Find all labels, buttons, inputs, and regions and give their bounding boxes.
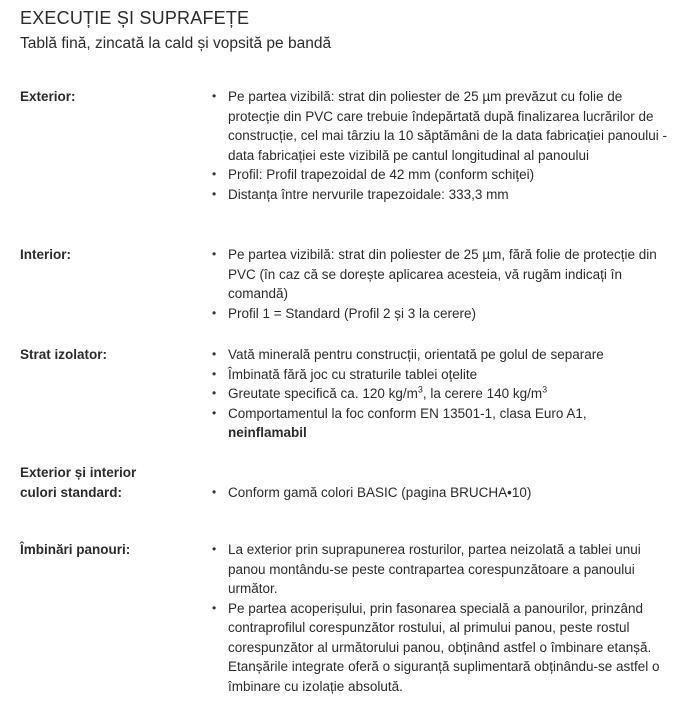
list-item: • Pe partea acoperișului, prin fasonarea specială a panourilor, prinzând contraprofilul corespunzător rostului, al primului panou, peste rostul corespunzător al următorului panou, obținând astfel o îmbinare etanșă. Etanșările integrate oferă o siguranță suplimentară obținându-se astfel o îmbinare cu izolație absolută.: [212, 599, 672, 697]
density-text-alt: , la cerere 140 kg/m: [422, 386, 543, 401]
list-item: • Profil 1 = Standard (Profil 2 și 3 la cerere): [212, 304, 672, 324]
list-item: • Distanța între nervurile trapezoidale: 333,3 mm: [212, 185, 672, 205]
imbinari-list: [212, 540, 672, 696]
exterior-list: [212, 87, 672, 204]
list-item: • Pe partea vizibilă: strat din poliester de 25 µm, fără folie de protecție din PVC (în caz că se dorește aplicarea acesteia, vă rugăm indicați în comandă): [212, 245, 672, 304]
list-item-fire: [212, 404, 672, 443]
section-label-line: culori standard:: [20, 484, 123, 500]
list-item-density: [212, 384, 672, 404]
density-superscript-alt: 3: [542, 384, 548, 395]
section-label-exterior: Exterior:: [20, 89, 76, 104]
section-label-culori: [20, 463, 210, 502]
list-item: • Vată minerală pentru construcții, orientată pe golul de separare: [212, 345, 672, 365]
list-item: • Profil: Profil trapezoidal de 42 mm (conform schiței): [212, 165, 672, 185]
section-label-interior: Interior:: [20, 247, 72, 262]
interior-list: [212, 245, 672, 323]
page-title: EXECUȚIE ȘI SUPRAFEȚE: [20, 8, 250, 28]
section-label-imbinari: Îmbinări panouri:: [20, 542, 131, 557]
section-label-izolator: Strat izolator:: [20, 347, 108, 362]
section-label-line: Exterior și interior: [20, 465, 137, 480]
fire-text: Comportamentul la foc conform EN 13501-1, clasa Euro A1,: [228, 405, 587, 421]
list-item: • Pe partea vizibilă: strat din poliester de 25 µm prevăzut cu folie de protecție din PVC care trebuie îndepărtată după finalizarea lucrărilor de construcție, cel mai târziu la 10 săptămâni de la data fabricației panoului - data fabricației este vizibilă pe cantul longitudinal al panoului: [212, 87, 672, 165]
density-superscript: 3: [417, 384, 423, 395]
list-item: • Îmbinată fără joc cu straturile tablei oțelite: [212, 365, 672, 385]
list-item: • Conform gamă colori BASIC (pagina BRUCHA•10): [212, 483, 672, 503]
density-text: Greutate specifică ca. 120 kg/m: [228, 386, 418, 401]
izolator-list: [212, 345, 672, 443]
page-subtitle: Tablă fină, zincată la cald și vopsită pe bandă: [20, 35, 332, 52]
fire-bold-text: neinflamabil: [228, 425, 307, 440]
list-item: • La exterior prin suprapunerea rosturilor, partea neizolată a tablei unui panou montându-se peste contrapartea corespunzătoare a panoului următor.: [212, 540, 672, 599]
culori-list: [212, 483, 672, 503]
